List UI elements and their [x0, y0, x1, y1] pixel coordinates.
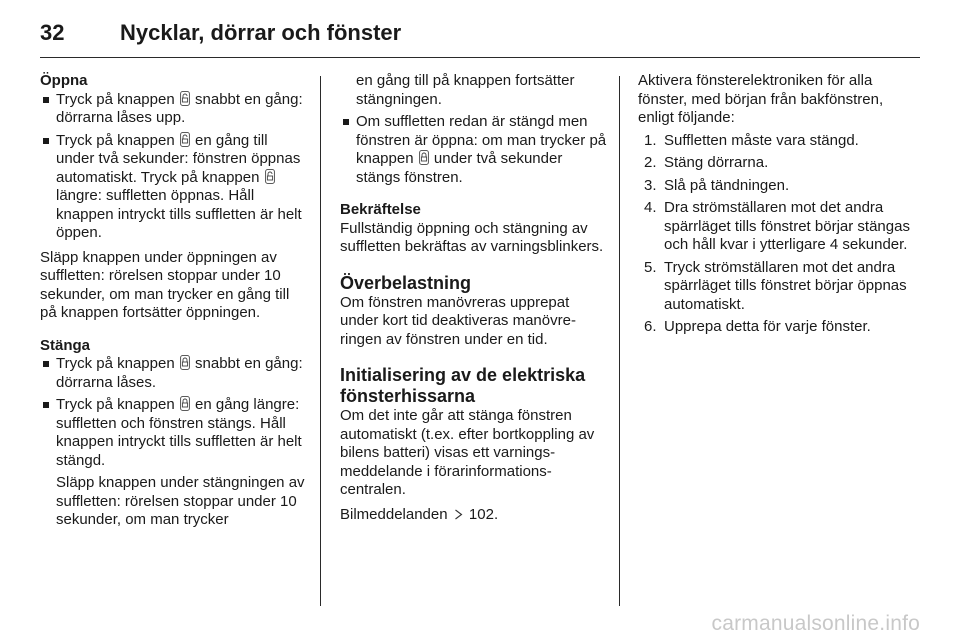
heading-oppna: Öppna — [40, 72, 88, 89]
heading-initialisering: Initialisering av de elektriska fönsterhissarna — [340, 365, 586, 406]
bullet-stanga-1: Tryck på knappen snabbt en gång: dörrarna låses. — [40, 355, 308, 392]
list-item: 5. Tryck strömställaren mot det andra spärrläget tills fönstret börjar öppnas automatiskt. — [644, 258, 907, 313]
list-item: 2. Stäng dörrarna. — [644, 154, 769, 171]
paragraph-release-close: Släpp knappen under stängningen av suffletten: rörelsen stoppar under 10 sekunder, om man trycker — [56, 474, 305, 528]
list-item: 4. Dra strömställaren mot det andra spärrläget tills fönstret börjar stängas och håll kvar i ytterligare 4 sekunder. — [644, 199, 910, 253]
key-lock-icon — [180, 355, 190, 370]
header-rule — [40, 57, 920, 58]
column-divider-1 — [320, 76, 321, 606]
paragraph-overbelastning: Om fönstren manövreras upprepat under kort tid deaktiveras manövreringen av fönstren under en tid. — [340, 293, 576, 348]
heading-stanga: Stänga — [40, 336, 91, 354]
list-item: 6. Upprepa detta för varje fönster. — [644, 318, 871, 335]
paragraph-bilmeddelanden: Bilmeddelanden 102. — [340, 505, 499, 523]
key-lock-icon — [180, 396, 190, 411]
bullet-roof-closed: Om suffletten redan är stängd men fönstren är öppna: om man trycker på knappen under två sekunder stängs fönstren. — [340, 113, 608, 187]
heading-overbelastning: Överbelastning — [340, 272, 472, 293]
key-unlock-icon — [180, 132, 190, 147]
bullet-square-icon — [43, 361, 49, 367]
list-item: 3. Slå på tändningen. — [644, 176, 790, 194]
bullet-square-icon — [43, 138, 49, 144]
bullet-square-icon — [43, 402, 49, 408]
bullet-square-icon — [43, 97, 49, 103]
column-divider-2 — [619, 76, 620, 606]
chapter-title: Nycklar, dörrar och fönster — [120, 20, 402, 45]
bullet-square-icon — [343, 119, 349, 125]
page-number: 32 — [40, 20, 65, 45]
watermark: carmanualsonline.info — [711, 612, 920, 635]
column-1 — [40, 72, 308, 530]
key-unlock-icon — [265, 169, 275, 184]
paragraph-continuation: en gång till på knappen fortsätter stängningen. — [356, 72, 575, 108]
page-header — [40, 14, 920, 54]
bullet-stanga-2: Tryck på knappen en gång längre: suffletten och fönstren stängs. Håll knappen intryckt tills suffletten är helt stängd. — [40, 396, 308, 470]
cross-reference-arrow-icon — [454, 507, 463, 518]
paragraph-bekraftelse: Fullständig öppning och stängning av suffletten bekräftas av varningsblinkers. — [340, 219, 604, 255]
column-2 — [340, 72, 608, 524]
column-3 — [638, 72, 920, 337]
paragraph-initialisering: Om det inte går att stänga fönstren automatiskt (t.ex. efter bortkoppling av bilens batteri) visas ett varningsmeddelande i förarinformationscentralen. — [340, 407, 595, 498]
key-lock-icon — [419, 150, 429, 165]
bullet-oppna-1: Tryck på knappen snabbt en gång: dörrarna låses upp. — [40, 91, 308, 128]
bullet-oppna-2: Tryck på knappen en gång till under två sekunder: fönstren öppnas automatiskt. Tryck på knappen längre: suffletten öppnas. Håll knappen intryckt tills suffletten är helt öppen. — [40, 132, 308, 243]
list-item: 1. Suffletten måste vara stängd. — [644, 131, 859, 149]
paragraph-intro: Aktivera fönsterelektroniken för alla fönster, med början från bakfönstren, enligt följande: — [638, 72, 884, 126]
page-reference-link[interactable]: 102. — [468, 505, 499, 523]
heading-bekraftelse: Bekräftelse — [340, 201, 421, 218]
paragraph-release-open: Släpp knappen under öppningen av suffletten: rörelsen stoppar under 10 sekunder, om man trycker en gång till på knappen fortsätter öppningen. — [40, 248, 290, 321]
key-unlock-icon — [180, 91, 190, 106]
